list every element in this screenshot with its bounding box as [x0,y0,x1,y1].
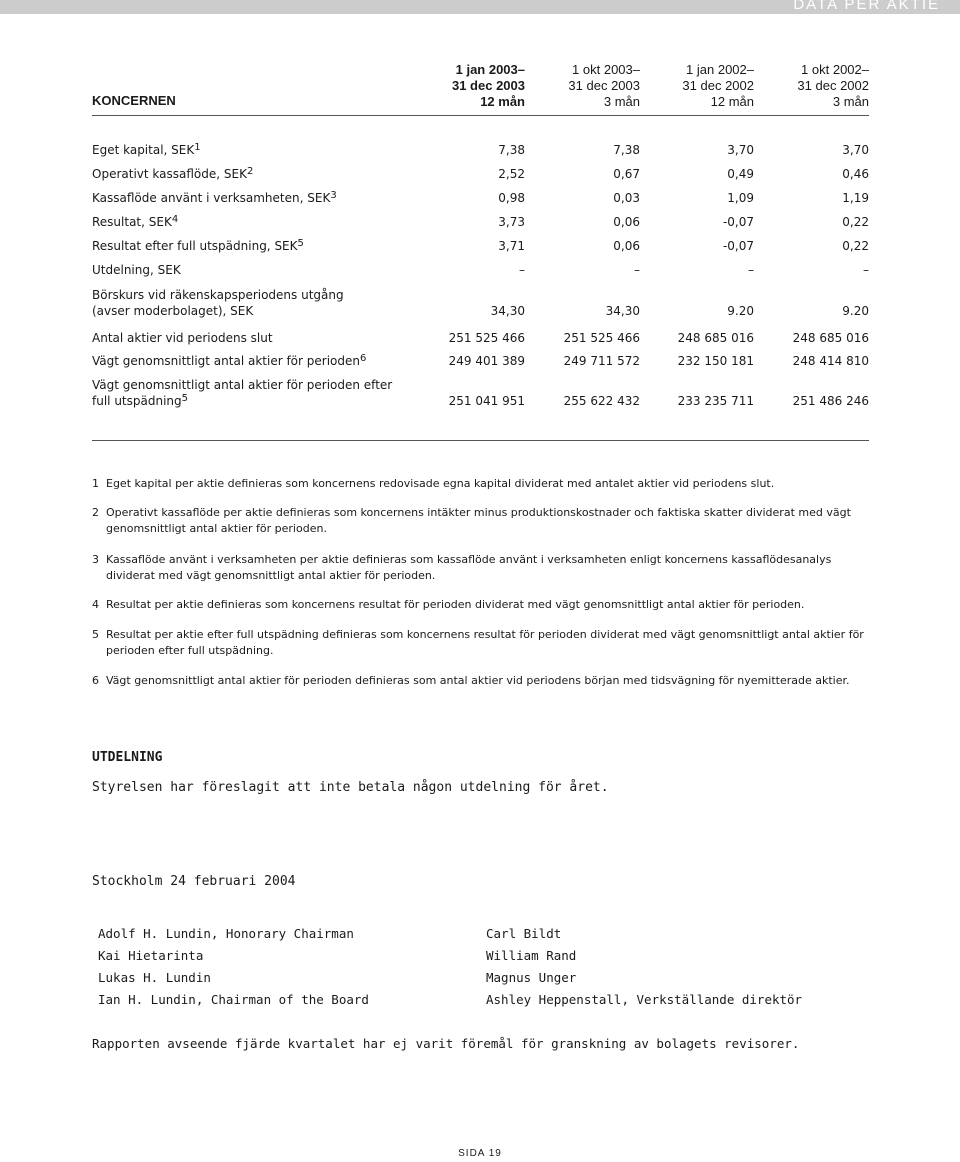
table-cell: 0,98 [498,191,525,205]
table-cell: 1,19 [842,191,869,205]
row-label [92,353,366,369]
table-cell: 233 235 711 [677,394,754,408]
table-section-label: KONCERNEN [92,93,176,108]
column-header-line: 31 dec 2003 [451,78,525,93]
footnote-ref: 6 [359,353,367,364]
table-cell: 0,67 [613,167,640,181]
table-cell: 7,38 [613,143,640,157]
row-label [92,142,201,158]
table-cell: 0,06 [613,215,640,229]
table-cell: 255 622 432 [563,394,640,408]
page-header-title: DATA PER AKTIE [793,0,940,13]
footnote-number: 2 [92,506,99,519]
signature-left-4: Ian H. Lundin, Chairman of the Board [98,992,369,1007]
row-label-text: Börskurs vid räkenskapsperiodens utgång [92,288,344,302]
table-cell: – [863,263,869,277]
row-label-text: Vägt genomsnittligt antal aktier för perioden [92,354,360,368]
row-label-line [92,330,273,346]
table-bottom-rule [92,440,869,441]
footnote-text: Resultat per aktie definieras som koncernens resultat för perioden dividerat med vägt genomsnittligt antal aktier för perioden. [106,598,805,611]
column-header-line: 31 dec 2003 [568,78,640,93]
table-cell: 34,30 [605,304,640,318]
table-cell: 248 685 016 [792,331,869,345]
signature-left-1: Adolf H. Lundin, Honorary Chairman [98,926,354,941]
column-header-4 [729,62,869,110]
column-header-line: 12 mån [710,94,754,109]
table-cell: 251 525 466 [563,331,640,345]
footnote-ref: 5 [181,393,188,404]
footnote-number: 6 [92,674,99,687]
footnote-number: 3 [92,553,99,566]
row-label [92,262,181,278]
column-header-line: 1 okt 2002– [801,62,869,77]
footnote-number: 5 [92,628,99,641]
audit-note: Rapporten avseende fjärde kvartalet har ej varit föremål för granskning av bolagets revisorer. [92,1036,800,1051]
table-cell: 3,71 [498,239,525,253]
table-cell: 251 486 246 [792,394,869,408]
row-label-line [92,303,344,319]
footnote-number: 4 [92,598,99,611]
table-cell: 0,46 [842,167,869,181]
table-cell: 0,49 [727,167,754,181]
column-header-line: 12 mån [480,94,525,109]
table-cell: 0,22 [842,215,869,229]
row-label-line [92,238,304,254]
footnote-ref: 3 [330,190,337,201]
row-label [92,377,392,409]
row-label-line [92,142,201,158]
table-cell: 34,30 [490,304,525,318]
table-cell: 2,52 [498,167,525,181]
table-cell: 248 685 016 [677,331,754,345]
dividend-title: UTDELNING [92,750,163,765]
footnote-text: Vägt genomsnittligt antal aktier för perioden definieras som antal aktier vid periodens början med tidsvägning för nyemitterade aktier. [106,674,850,687]
table-cell: 251 525 466 [448,331,525,345]
signature-right-1: Carl Bildt [486,926,562,941]
row-label [92,166,253,182]
table-cell: 251 041 951 [448,394,525,408]
row-label-line [92,393,392,409]
table-cell: -0,07 [722,215,754,229]
table-cell: 3,73 [498,215,525,229]
column-header-line: 31 dec 2002 [797,78,869,93]
table-cell: 3,70 [727,143,754,157]
row-label-line [92,166,253,182]
footnote-ref: 2 [246,166,254,177]
row-label-line [92,190,337,206]
row-label-text: Kassaflöde använt i verksamheten, SEK [92,191,331,205]
row-label [92,214,178,230]
table-cell: – [519,263,525,277]
row-label [92,190,337,206]
table-cell: – [748,263,754,277]
column-header-line: 31 dec 2002 [682,78,754,93]
row-label-text: Vägt genomsnittligt antal aktier för perioden efter [92,378,393,392]
row-label-text: Antal aktier vid periodens slut [92,331,273,345]
footnote-text: Kassaflöde använt i verksamheten per aktie definieras som kassaflöde använt i verksamheten enligt koncernens kassaflödesanalys dividerat med vägt genomsnittligt antal aktier för perioden. [106,553,832,582]
table-cell: 3,70 [842,143,869,157]
column-header-line: 3 mån [603,94,640,109]
table-top-rule [92,115,869,116]
table-cell: 0,22 [842,239,869,253]
row-label-text: Resultat efter full utspädning, SEK [92,239,298,253]
row-label-text: Operativt kassaflöde, SEK [92,167,247,181]
table-cell: 248 414 810 [792,354,869,368]
table-cell: 232 150 181 [677,354,754,368]
row-label-text: Utdelning, SEK [92,263,181,277]
table-cell: 7,38 [498,143,525,157]
row-label-line [92,287,344,303]
table-cell: 249 401 389 [448,354,525,368]
row-label [92,287,344,319]
table-cell: 0,06 [613,239,640,253]
footnote-ref: 5 [297,238,304,249]
footnote-text: Operativt kassaflöde per aktie definieras som koncernens intäkter minus produktionskostnader och faktiska skatter dividerat med vägt genomsnittligt antal aktier för perioden. [106,506,851,535]
place-date: Stockholm 24 februari 2004 [92,874,296,889]
row-label [92,238,304,254]
row-label-line [92,353,366,369]
column-header-line: 1 jan 2002– [686,62,754,77]
row-label-line [92,262,181,278]
page-footer: SIDA 19 [458,1148,502,1159]
signature-left-3: Lukas H. Lundin [98,970,211,985]
column-header-line: 1 okt 2003– [572,62,640,77]
footnote-number: 1 [92,477,99,490]
dividend-text: Styrelsen har föreslagit att inte betala någon utdelning för året. [92,780,609,795]
table-cell: 1,09 [727,191,754,205]
signature-right-4: Ashley Heppenstall, Verkställande direktör [486,992,803,1007]
row-label-line [92,377,392,393]
column-header-line: 3 mån [832,94,869,109]
table-cell: -0,07 [722,239,754,253]
row-label-text: Resultat, SEK [92,215,172,229]
table-cell: 9.20 [727,304,754,318]
row-label-line [92,214,178,230]
row-label-text: Eget kapital, SEK [92,143,195,157]
row-label-text: full utspädning [92,394,182,408]
column-header-line: 1 jan 2003– [455,62,525,77]
signature-right-2: William Rand [486,948,577,963]
table-cell: – [634,263,640,277]
row-label-text: (avser moderbolaget), SEK [92,304,254,318]
signature-left-2: Kai Hietarinta [98,948,204,963]
table-cell: 9.20 [842,304,869,318]
footnote-text: Resultat per aktie efter full utspädning definieras som koncernens resultat för perioden dividerat med vägt genomsnittligt antal aktier för perioden efter full utspädning. [106,628,864,657]
row-label [92,330,273,346]
footnote-ref: 4 [171,214,179,225]
signature-right-3: Magnus Unger [486,970,577,985]
footnote-text: Eget kapital per aktie definieras som koncernens redovisade egna kapital dividerat med antalet aktier vid periodens slut. [106,477,775,490]
footnote-ref: 1 [194,142,201,153]
table-cell: 249 711 572 [563,354,640,368]
table-cell: 0,03 [613,191,640,205]
